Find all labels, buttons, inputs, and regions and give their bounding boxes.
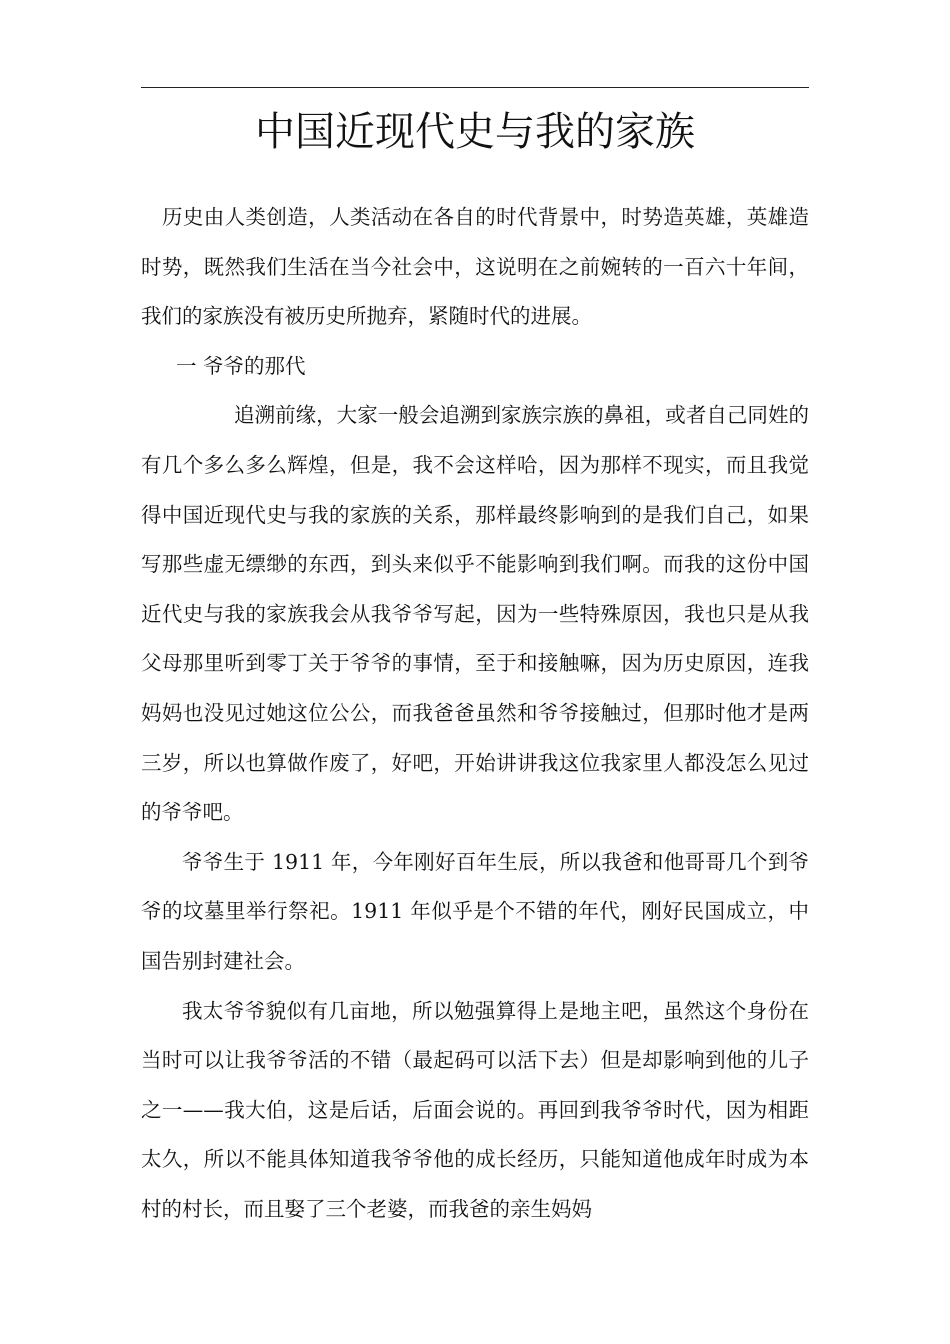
paragraph-great-grandfather: 我太爷爷貌似有几亩地，所以勉强算得上是地主吧，虽然这个身份在当时可以让我爷爷活的不错（最起码可以活下去）但是却影响到他的儿子之一——我大伯，这是后话，后面会说的。再回到我爷爷时代，因为相距太久，所以不能具体知道我爷爷他的成长经历，只能知道他成年时成为本村的村长，而且娶了三个老婆，而我爸的亲生妈妈 xyxy=(141,998,809,1221)
paragraph-intro: 历史由人类创造，人类活动在各自的时代背景中，时势造英雄，英雄造时势，既然我们生活在当今社会中，这说明在之前婉转的一百六十年间，我们的家族没有被历史所抛弃，紧随时代的进展。 xyxy=(141,205,809,329)
header-rule xyxy=(141,87,809,88)
document-body xyxy=(141,193,809,1234)
document-title: 中国近现代史与我的家族 xyxy=(255,109,695,155)
paragraph-birth: 爷爷生于 1911 年，今年刚好百年生辰，所以我爸和他哥哥几个到爷爷的坟墓里举行祭祀。1911 年似乎是个不错的年代，刚好民国成立，中国告别封建社会。 xyxy=(141,849,809,973)
paragraph-origins: 追溯前缘，大家一般会追溯到家族宗族的鼻祖，或者自己同姓的有几个多么多么辉煌，但是，我不会这样哈，因为那样不现实，而且我觉得中国近现代史与我的家族的关系，那样最终影响到的是我们自己，如果写那些虚无缥缈的东西，到头来似乎不能影响到我们啊。而我的这份中国近代史与我的家族我会从我爷爷写起，因为一些特殊原因，我也只是从我父母那里听到零丁关于爷爷的事情，至于和接触嘛，因为历史原因，连我妈妈也没见过她这位公公，而我爸爸虽然和爷爷接触过，但那时他才是两三岁，所以也算做作废了，好吧，开始讲讲我这位我家里人都没怎么见过的爷爷吧。 xyxy=(141,403,809,825)
section-heading: 一 爷爷的那代 xyxy=(176,353,306,378)
